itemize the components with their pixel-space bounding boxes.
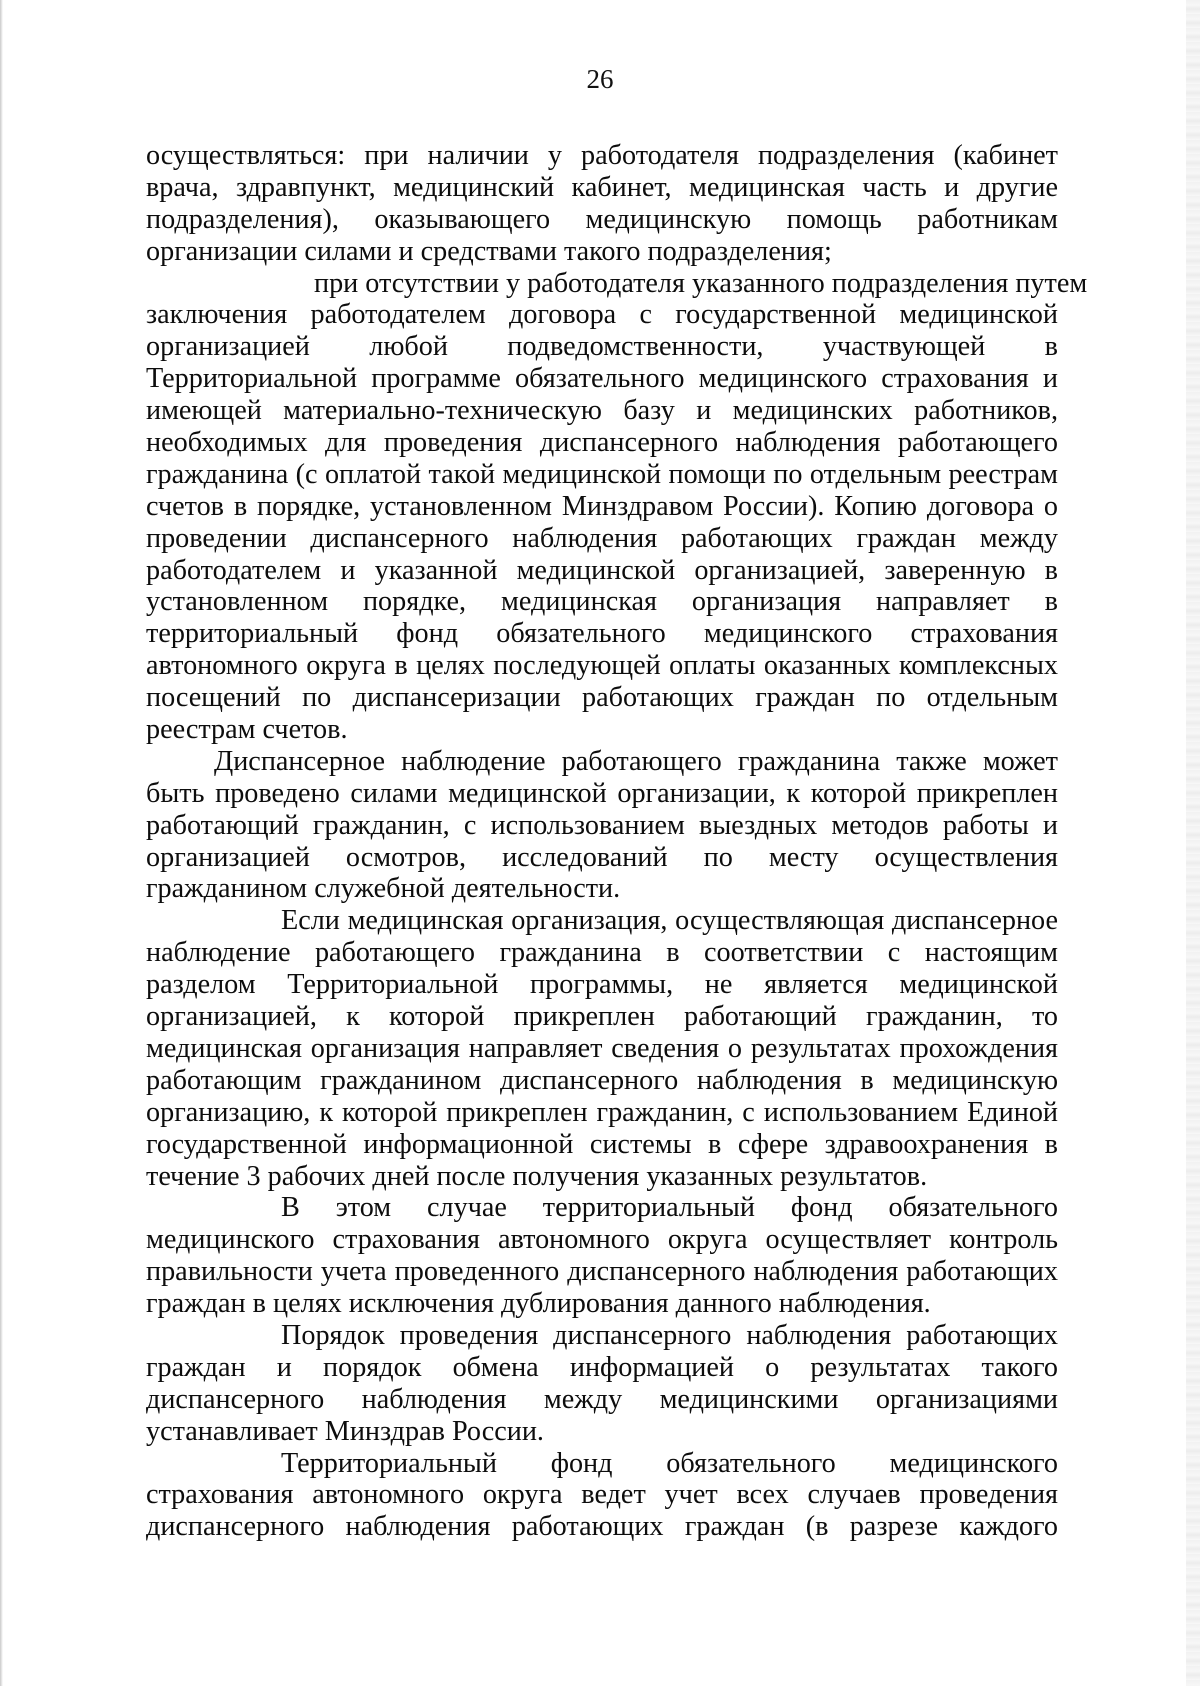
text-line: Порядок проведения диспансерного наблюдения работающих (281, 1319, 1058, 1351)
text-line: работодателем и указанной медицинской организацией, заверенную в (146, 554, 1058, 586)
text-line: гражданина (с оплатой такой медицинской помощи по отдельным реестрам (146, 458, 1058, 490)
text-line: территориальный фонд обязательного медицинского страхования (146, 618, 1058, 650)
text-line: граждан в целях исключения дублирования данного наблюдения. (146, 1288, 931, 1320)
text-line: при отсутствии у работодателя указанного подразделения путем (314, 267, 1088, 299)
text-line: медицинского страхования автономного округа осуществляет контроль (146, 1224, 1058, 1256)
text-line: установленном порядке, медицинская организация направляет в (146, 586, 1058, 618)
scan-edge-left (0, 0, 3, 1686)
text-line: подразделения), оказывающего медицинскую помощь работникам (146, 203, 1058, 235)
text-line: реестрам счетов. (146, 714, 348, 746)
text-line: счетов в порядке, установленном Минздравом России). Копию договора о (146, 490, 1058, 522)
text-line: разделом Территориальной программы, не является медицинской (146, 969, 1058, 1001)
text-line: организации силами и средствами такого подразделения; (146, 235, 832, 267)
text-line: автономного округа в целях последующей оплаты оказанных комплексных (146, 650, 1058, 682)
text-line: заключения работодателем договора с государственной медицинской (146, 299, 1058, 331)
scan-edge-right (1186, 0, 1200, 1686)
text-line: быть проведено силами медицинской организации, к которой прикреплен (146, 777, 1058, 809)
text-line: организацией любой подведомственности, участвующей в (146, 331, 1058, 363)
text-line: посещений по диспансеризации работающих граждан по отдельным (146, 682, 1058, 714)
text-line: проведении диспансерного наблюдения работающих граждан между (146, 522, 1058, 554)
text-line: организацию, к которой прикреплен гражданин, с использованием Единой (146, 1096, 1058, 1128)
paragraph-outreach (146, 746, 1058, 905)
text-line: Территориальной программе обязательного медицинского страхования и (146, 363, 1058, 395)
document-body (146, 140, 1088, 1543)
text-line: медицинская организация направляет сведения о результатах прохождения (146, 1032, 1058, 1064)
text-line: организацией осмотров, исследований по месту осуществления (146, 841, 1058, 873)
paragraph-results-transfer (146, 905, 1058, 1192)
text-line: правильности учета проведенного диспансерного наблюдения работающих (146, 1256, 1058, 1288)
text-line: граждан и порядок обмена информацией о результатах такого (146, 1351, 1058, 1383)
text-line: течение 3 рабочих дней после получения указанных результатов. (146, 1160, 928, 1192)
text-line: устанавливает Минздрав России. (146, 1415, 544, 1447)
text-line: Диспансерное наблюдение работающего гражданина также может (214, 745, 1058, 777)
paragraph-procedure (146, 1320, 1058, 1448)
page-number: 26 (586, 64, 614, 94)
paragraph-employer-unit (146, 140, 1058, 268)
text-line: работающий гражданин, с использованием выездных методов работы и (146, 809, 1058, 841)
text-line: врача, здравпункт, медицинский кабинет, медицинская часть и другие (146, 171, 1058, 203)
paragraph-contract (146, 267, 1088, 746)
text-line: Если медицинская организация, осуществляющая диспансерное (281, 905, 1058, 937)
text-line: организацией, к которой прикреплен работающий гражданин, то (146, 1001, 1058, 1033)
text-line: работающим гражданином диспансерного наблюдения в медицинскую (146, 1064, 1058, 1096)
text-line: осуществляться: при наличии у работодателя подразделения (кабинет (146, 140, 1058, 171)
text-line: диспансерного наблюдения между медицинскими организациями (146, 1383, 1058, 1415)
text-line: диспансерного наблюдения работающих граждан (в разрезе каждого (146, 1511, 1058, 1543)
text-line: В этом случае территориальный фонд обязательного (281, 1192, 1058, 1224)
text-line: имеющей материально-техническую базу и медицинских работников, (146, 395, 1058, 427)
text-line: страхования автономного округа ведет учет всех случаев проведения (146, 1479, 1058, 1511)
text-line: Территориальный фонд обязательного медицинского (281, 1447, 1058, 1479)
text-line: гражданином служебной деятельности. (146, 873, 621, 905)
paragraph-fund-control (146, 1192, 1058, 1320)
text-line: необходимых для проведения диспансерного наблюдения работающего (146, 427, 1058, 459)
text-line: государственной информационной системы в сфере здравоохранения в (146, 1128, 1058, 1160)
text-line: наблюдение работающего гражданина в соответствии с настоящим (146, 937, 1058, 969)
paragraph-fund-accounting (146, 1448, 1058, 1544)
